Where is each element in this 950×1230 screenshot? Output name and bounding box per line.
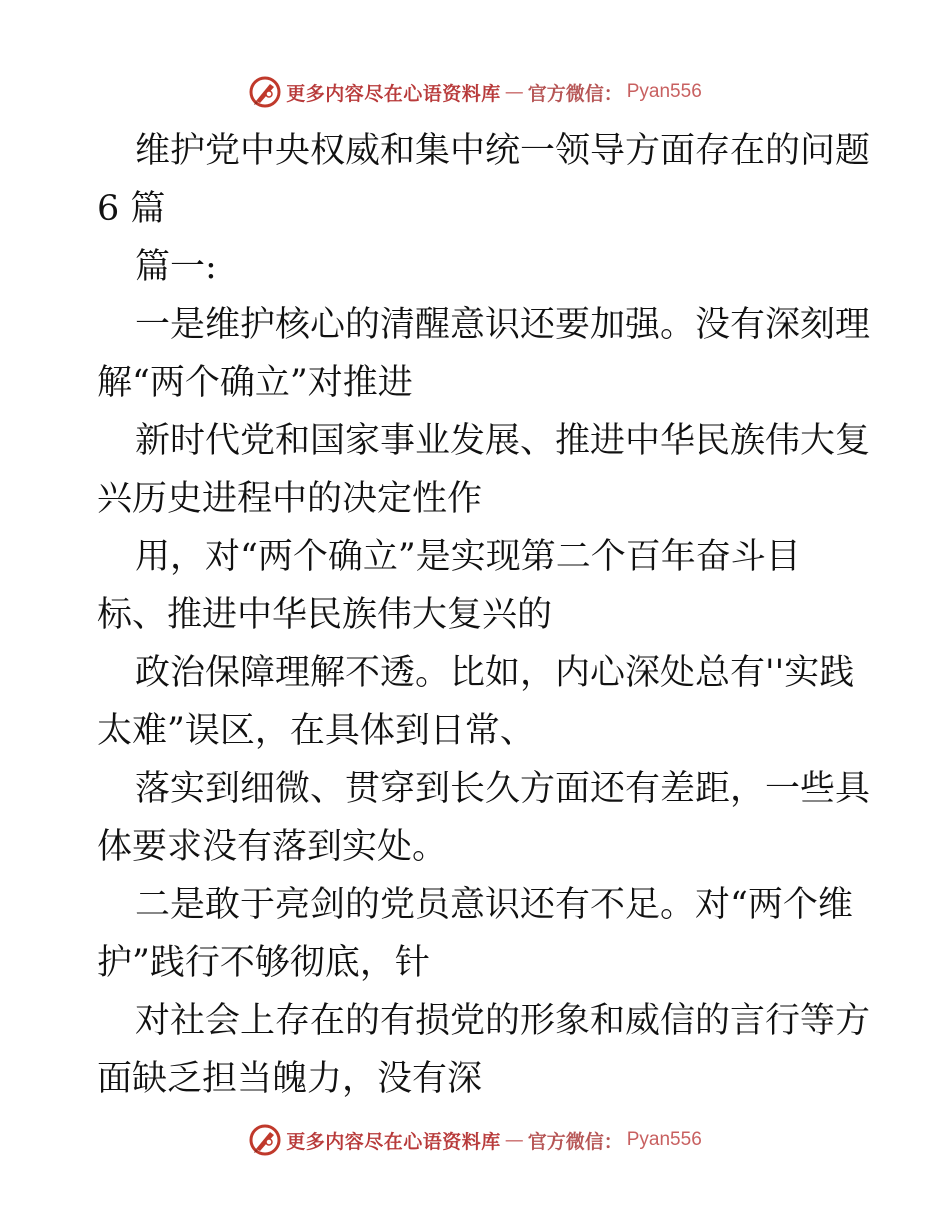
header-separator: — xyxy=(504,81,524,103)
footer-banner-content xyxy=(248,1123,702,1157)
paragraph-line: 二是敢于亮剑的党员意识还有不足。对“两个维 xyxy=(135,885,853,925)
footer-banner xyxy=(0,1118,950,1162)
title-line-2: 6 篇 xyxy=(97,189,166,229)
paragraph-line: 一是维护核心的清醒意识还要加强。没有深刻理 xyxy=(135,305,871,345)
header-wechat-label: 官方微信： xyxy=(527,82,623,105)
paragraph-line: 面缺乏担当魄力，没有深 xyxy=(97,1059,483,1099)
footer-site-text: 更多内容尽在心语资料库 xyxy=(286,1130,501,1153)
paragraph-line: 兴历史进程中的决定性作 xyxy=(97,479,483,519)
paragraph-line: 落实到细微、贯穿到长久方面还有差距，一些具 xyxy=(135,769,871,809)
paragraph-line: 新时代党和国家事业发展、推进中华民族伟大复 xyxy=(135,421,871,461)
document-body xyxy=(97,122,871,1108)
paragraph-line: 体要求没有落到实处。 xyxy=(97,827,448,867)
paragraph-line: 标、推进中华民族伟大复兴的 xyxy=(97,595,553,635)
header-banner xyxy=(0,70,950,114)
paragraph-line: 用，对“两个确立”是实现第二个百年奋斗目 xyxy=(135,537,801,577)
paragraph-line: 太难”误区，在具体到日常、 xyxy=(97,711,535,751)
paragraph-line: 解“两个确立”对推进 xyxy=(97,363,413,403)
paragraph-line: 护”践行不够彻底，针 xyxy=(97,943,430,983)
footer-wechat-label: 官方微信： xyxy=(527,1130,623,1153)
paragraph-line: 对社会上存在的有损党的形象和威信的言行等方 xyxy=(135,1001,871,1041)
pen-logo-icon xyxy=(248,1123,282,1157)
paragraph-line: 政治保障理解不透。比如，内心深处总有''实践 xyxy=(135,653,855,693)
title-line-1: 维护党中央权威和集中统一领导方面存在的问题 xyxy=(135,131,871,171)
header-banner-content xyxy=(248,75,702,109)
section-heading: 篇一: xyxy=(135,247,217,287)
pen-logo-icon xyxy=(248,75,282,109)
footer-separator: — xyxy=(504,1129,524,1151)
header-wechat-id: Pyan556 xyxy=(626,81,702,102)
header-site-text: 更多内容尽在心语资料库 xyxy=(286,82,501,105)
footer-wechat-id: Pyan556 xyxy=(626,1129,702,1150)
